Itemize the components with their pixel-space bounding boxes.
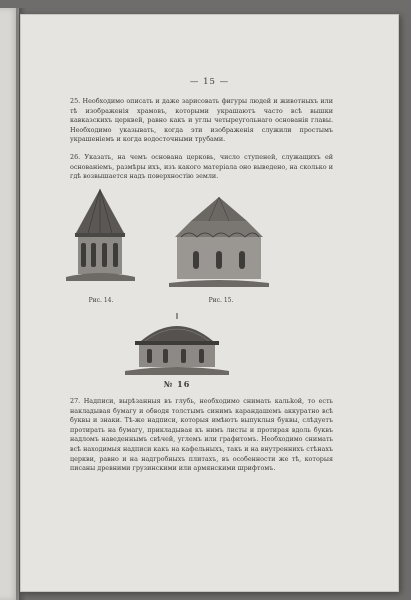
paragraph-26: 26. Указать, на чемъ основана церковь, число ступеней, служащихъ ей основаніемъ, размѣры ихъ, изъ какого матеріала оно выведено, на сколько и гдѣ возвышается надъ поверхностію земли. (70, 153, 333, 181)
figure-14-caption: Рис. 14. (88, 297, 114, 304)
page-number: — 15 — (189, 77, 230, 87)
book-page (20, 14, 399, 592)
figure-14-illustration (61, 185, 139, 295)
paragraph-25: 25. Необходимо описать и даже зарисовать фигуры людей и животныхъ или тѣ изображенія храмовъ, которыми украшаютъ часто всѣ вышки кавказскихъ церквей, равно какъ и углы четыреугольнаго основанія главы. Необходимо указывать, когда эти изображенія служили простымъ украшеніемъ и когда водосточными трубами. (70, 97, 333, 144)
figure-15-caption: Рис. 15. (208, 297, 234, 304)
paragraph-27: 27. Надписи, вырѣзанныя въ глубь, необходимо снимать кальkой, то есть накладывая бумагу и обводя толстымъ синимъ карандашемъ аккуратно всѣ буквы и знаки. Тѣ-же надписи, которыя имѣютъ выпуклыя буквы, слѣдуетъ протирать на бумагу, прикладывая къ нимъ листы и протирая вдоль буквъ надломъ наведеннымъ свѣчей, углемъ или графитомъ. Необходимо снимать всѣ находимыя надписи какъ на кафельныхъ, такъ и на внутреннихъ стѣнахъ церкви, равно и на надгробныхъ плитахъ, въ особенности же тѣ, которыя писаны древними грузинскими или армянскими шрифтомъ. (70, 397, 333, 473)
figure-15-illustration (169, 193, 269, 291)
figure-16-illustration (121, 313, 233, 383)
figure-16-caption: № 16 (163, 379, 191, 389)
